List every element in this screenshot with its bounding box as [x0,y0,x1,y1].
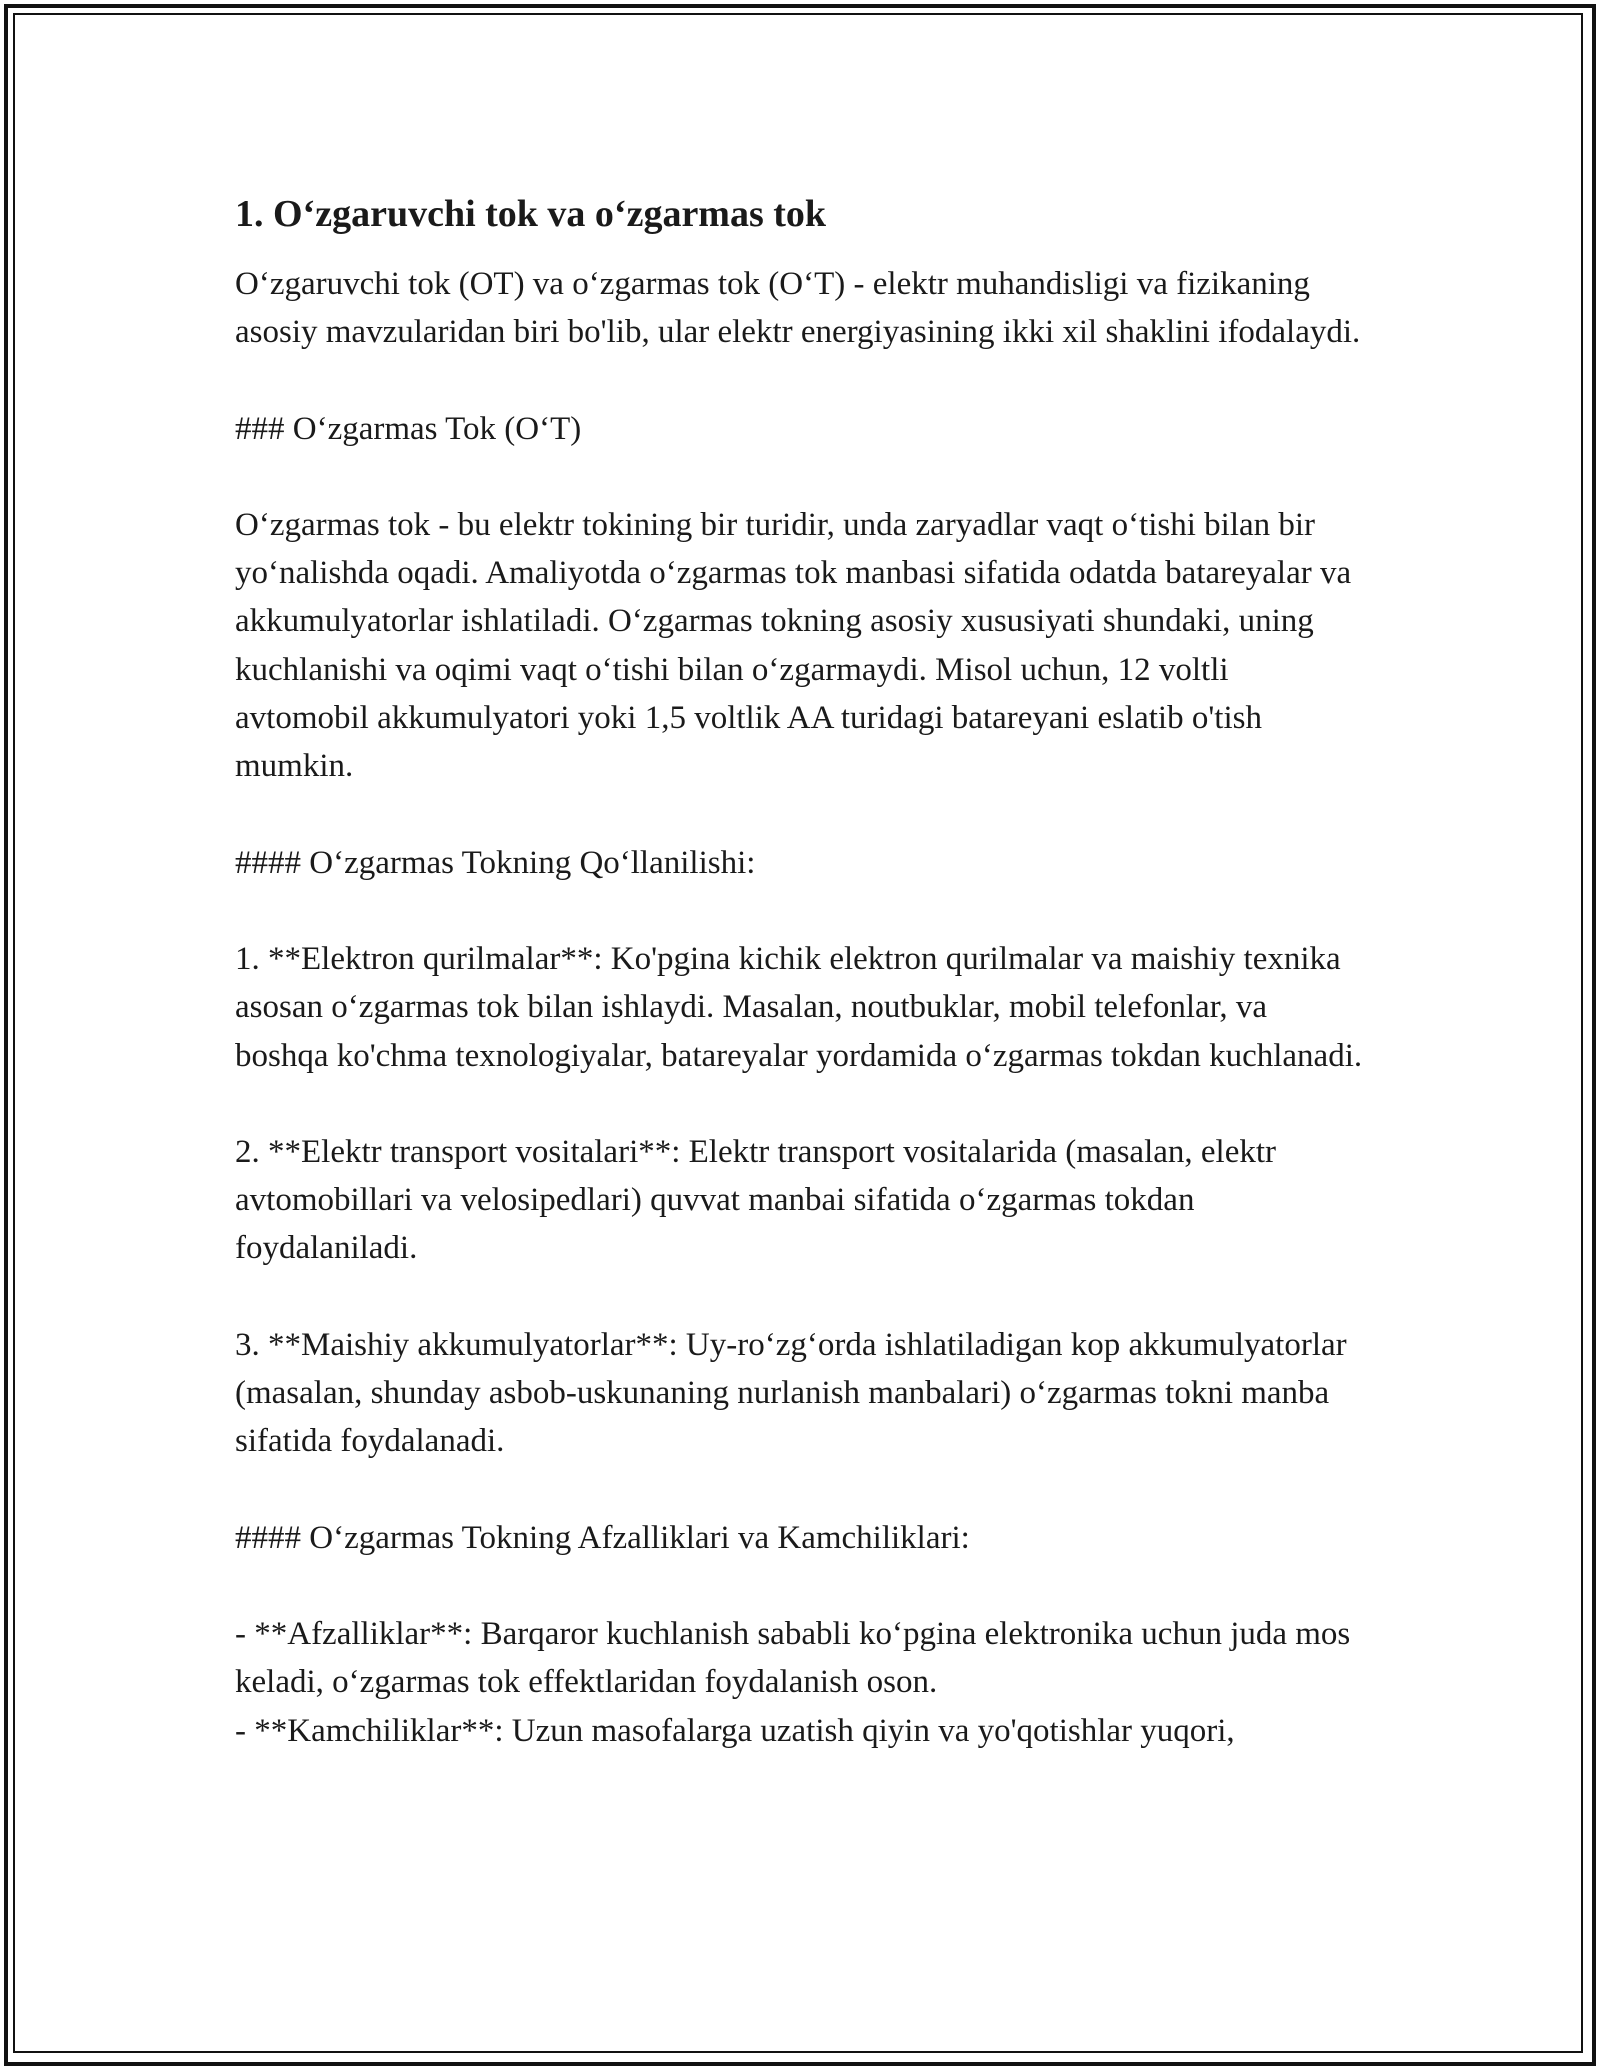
document-title: 1. O‘zgaruvchi tok va o‘zgarmas tok [235,193,827,235]
section-heading-dc: ### O‘zgarmas Tok (O‘T) [235,410,582,447]
bullet-disadvantages: - **Kamchiliklar**: Uzun masofalarga uzatish qiyin va yo'qotishlar yuqori, [235,1712,1235,1749]
subsection-heading-applications: #### O‘zgarmas Tokning Qo‘llanilishi: [235,844,756,881]
intro-paragraph: O‘zgaruvchi tok (OT) va o‘zgarmas tok (O‘T) - elektr muhandisligi va fizikaning asosiy mavzularidan biri bo'lib, ular elektr energiyasining ikki xil shaklini ifodalaydi. [235,266,1361,351]
list-item-electric-transport: 2. **Elektr transport vositalari**: Elektr transport vositalarida (masalan, elektr avtomobillari va velosipedlari) quvvat manbai sifatida o‘zgarmas tokdan foydalaniladi. [235,1133,1277,1267]
list-item-electronic-devices: 1. **Elektron qurilmalar**: Ko'pgina kichik elektron qurilmalar va maishiy texnika asosan o‘zgarmas tok bilan ishlaydi. Masalan, noutbuklar, mobil telefonlar, va boshqa ko'chma texnologiyalar, batareyalar yordamida o‘zgarmas tokdan kuchlanadi. [235,940,1363,1074]
document-body [235,190,1365,1755]
dc-description-paragraph: O‘zgarmas tok - bu elektr tokining bir turidir, unda zaryadlar vaqt o‘tishi bilan bir yo‘nalishda oqadi. Amaliyotda o‘zgarmas tok manbasi sifatida odatda batareyalar va akkumulyatorlar ishlatiladi. O‘zgarmas tokning asosiy xususiyati shundaki, uning kuchlanishi va oqimi vaqt o‘tishi bilan o‘zgarmaydi. Misol uchun, 12 voltli avtomobil akkumulyatori yoki 1,5 voltlik AA turidagi batareyani eslatib o'tish mumkin. [235,506,1352,785]
subsection-heading-pros-cons: #### O‘zgarmas Tokning Afzalliklari va Kamchiliklari: [235,1519,970,1556]
list-item-household-batteries: 3. **Maishiy akkumulyatorlar**: Uy-ro‘zg‘orda ishlatiladigan kop akkumulyatorlar (masalan, shunday asbob-uskunaning nurlanish manbalari) o‘zgarmas tokni manba sifatida foydalanadi. [235,1326,1347,1460]
bullet-advantages: - **Afzalliklar**: Barqaror kuchlanish sababli ko‘pgina elektronika uchun juda mos keladi, o‘zgarmas tok effektlaridan foydalanish oson. [235,1615,1351,1701]
